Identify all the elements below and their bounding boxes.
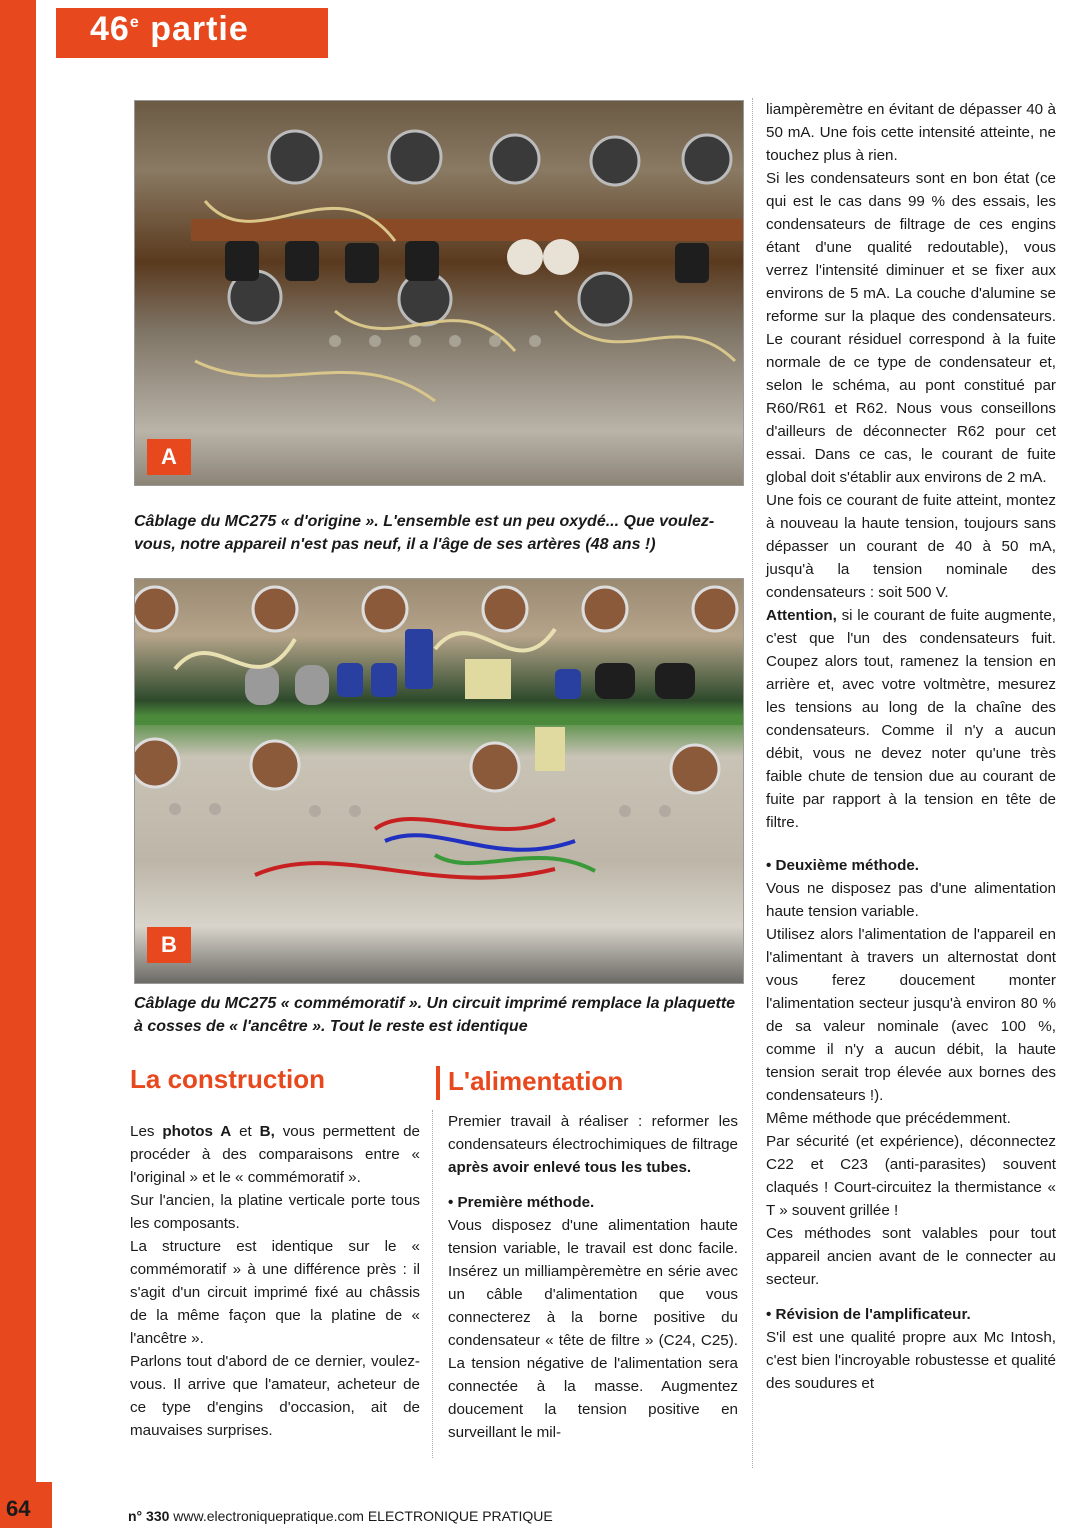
section-title-construction: La construction (130, 1064, 326, 1094)
paragraph: Les photos A et B, vous permettent de procéder à des comparaisons entre « l'original » et le « commémoratif ». (130, 1123, 421, 1186)
paragraph: Utilisez alors l'alimentation de l'appareil en l'alimentant à travers un alternostat dont vous ferez doucement monter l'alimentation secteur jusqu'à environ 80 % de sa valeur nominale (avec 100 %, comme il n'y a aucun débit, la haute tension serait trop élevée aux bornes des condensateurs !). (766, 926, 1056, 1104)
paragraph: Attention, si le courant de fuite augmente, c'est que l'un des condensateurs fuit. Coupez alors tout, ramenez la tension en arrière et, avec votre voltmètre, mesurez les tensions au long de la chaîne des condensateurs. Comme il n'y a aucun débit, vous ne devez noter qu'une très faible chute de tension due au courant de fuite par rapport à la tension en tête de filtre. (766, 607, 1056, 831)
footer-site: www.electroniquepratique.com ELECTRONIQUE PRATIQUE (173, 1508, 553, 1524)
page-footer (128, 1508, 553, 1524)
paragraph: Une fois ce courant de fuite atteint, montez à nouveau la haute tension, toujours sans dépasser un courant de 40 à 50 mA, jusqu'à la tension nominale des condensateurs : soit 500 V. (766, 492, 1056, 601)
paragraph: Vous disposez d'une alimentation haute tension variable, le travail est donc facile. Insérez un milliampèremètre en série avec un câble d'alimentation que vous connecterez à la borne positive du condensateur « tête de filtre » (C24, C25). La tension négative de l'alimentation sera connectée à la masse. Augmentez doucement la tension positive en surveillant le mil- (448, 1217, 738, 1441)
part-number: 46 (90, 10, 130, 48)
side-color-band (0, 0, 36, 1528)
photo-a-caption: Câblage du MC275 « d'origine ». L'ensemble est un peu oxydé... Que voulez-vous, notre appareil n'est pas neuf, il a l'âge de ses artères (48 ans !) (134, 513, 715, 553)
subheading-method-1: • Première méthode. (448, 1194, 595, 1211)
photo-b-artwork (135, 579, 743, 983)
subheading-method-2: • Deuxième méthode. (766, 857, 920, 874)
photo-a (134, 100, 744, 486)
part-heading (90, 10, 249, 49)
photo-b-caption: Câblage du MC275 « commémoratif ». Un circuit imprimé remplace la plaquette à cosses de « l'ancêtre ». Tout le reste est identique (134, 995, 736, 1035)
paragraph: Ces méthodes sont valables pour tout appareil ancien avant de le connecter au secteur. (766, 1225, 1056, 1288)
photo-a-label: A (147, 439, 191, 475)
paragraph: Si les condensateurs sont en bon état (ce qui est le cas dans 99 % des essais, les condensateurs de filtrage de ces engins étant d'une qualité redoutable), vous verrez l'intensité diminuer et se fixer aux environs de 5 mA. La couche d'alumine se reforme sur la plaque des condensateurs. Le courant résiduel correspond à la fuite normale de ce type de condensateur et, selon le schéma, au pont constitué par R60/R61 et R62. Nous vous conseillons d'ailleurs de déconnecter R62 pour cet essai. Dans ce cas, le courant de fuite global doit s'établir aux environs de 2 mA. (766, 170, 1056, 486)
part-word: partie (150, 10, 249, 48)
part-sup: e (129, 14, 140, 31)
section-title-alimentation: L'alimentation (448, 1066, 624, 1096)
column-alimentation (448, 1110, 738, 1444)
paragraph: Sur l'ancien, la platine verticale porte tous les composants. (130, 1192, 420, 1232)
paragraph: La structure est identique sur le « commémoratif » à une différence près : il s'agit d'un circuit imprimé fixé au châssis de la même façon que la platine de « l'ancêtre ». (130, 1238, 420, 1347)
paragraph: Vous ne disposez pas d'une alimentation haute tension variable. (766, 880, 1056, 920)
photo-a-artwork (135, 101, 743, 485)
paragraph: Premier travail à réaliser : reformer les condensateurs électrochimiques de filtrage après avoir enlevé tous les tubes. (448, 1113, 738, 1176)
photo-b (134, 578, 744, 984)
paragraph: liampèremètre en évitant de dépasser 40 à 50 mA. Une fois cette intensité atteinte, ne touchez plus à rien. (766, 101, 1056, 164)
page-number: 64 (6, 1496, 31, 1521)
photo-b-label: B (147, 927, 191, 963)
paragraph: Même méthode que précédemment. (766, 1110, 1011, 1127)
column-divider (752, 98, 754, 1468)
column-divider (432, 1110, 434, 1458)
section-accent-bar (436, 1066, 440, 1100)
issue-number: n° 330 (128, 1508, 170, 1524)
paragraph: Par sécurité (et expérience), déconnectez C22 et C23 (anti-parasites) souvent claqués ! Court-circuitez la thermistance « T » souvent grillée ! (766, 1133, 1056, 1219)
paragraph: Parlons tout d'abord de ce dernier, voulez-vous. Il arrive que l'amateur, acheteur de ce type d'engins d'occasion, ait de mauvaises surprises. (130, 1353, 420, 1439)
column-right (766, 98, 1056, 1395)
paragraph: S'il est une qualité propre aux Mc Intosh, c'est bien l'incroyable robustesse et qualité des soudures et (766, 1329, 1056, 1392)
column-construction (130, 1120, 420, 1442)
subheading-revision: • Révision de l'amplificateur. (766, 1306, 971, 1323)
